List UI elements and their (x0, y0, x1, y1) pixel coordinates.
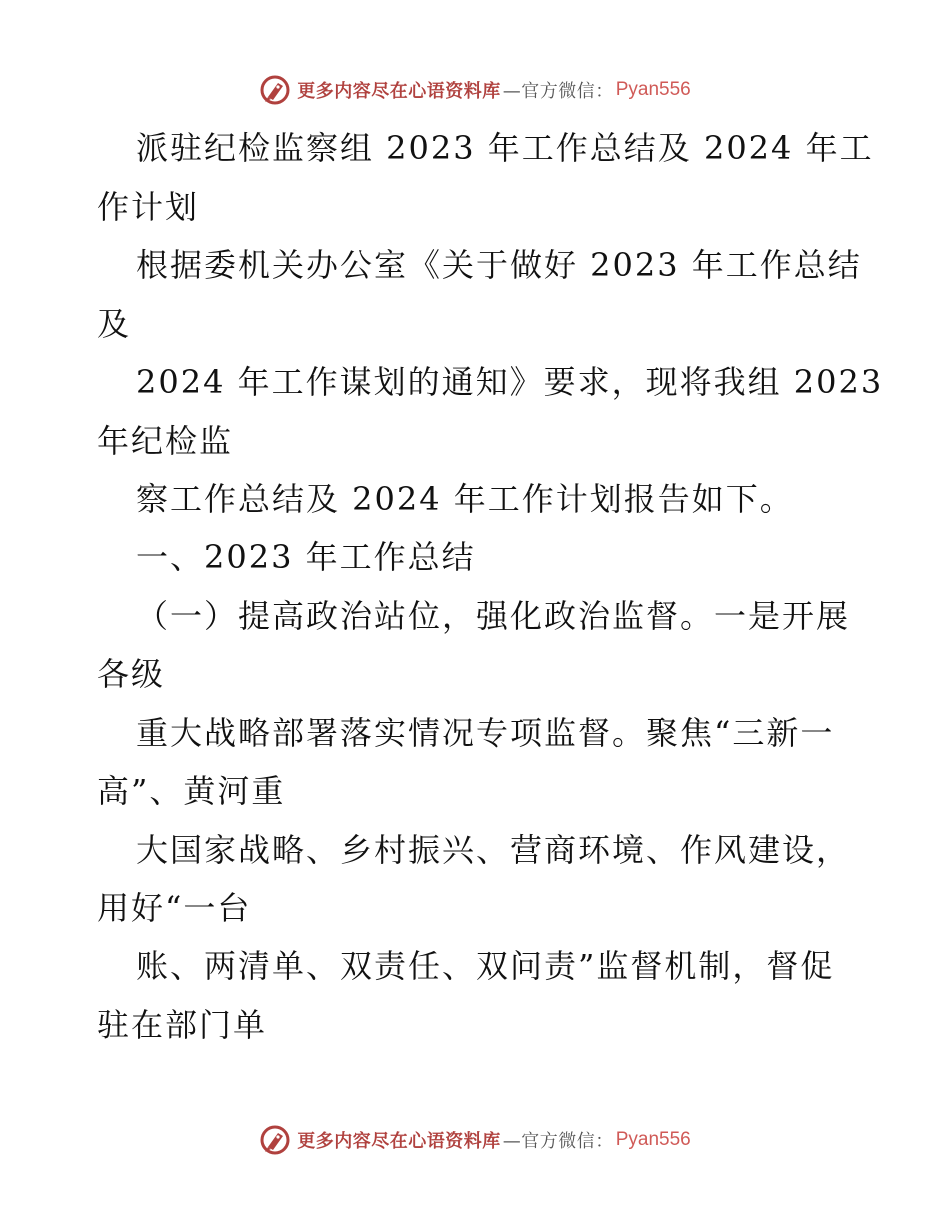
paragraph-line: 2024 年工作谋划的通知》要求，现将我组 2023 (136, 363, 884, 401)
banner-title: 更多内容尽在心语资料库 (297, 1131, 501, 1152)
section-heading: 一、2023 年工作总结 (136, 538, 476, 576)
paragraph-line: 察工作总结及 2024 年工作计划报告如下。 (136, 480, 794, 518)
banner-title: 更多内容尽在心语资料库 (297, 81, 501, 102)
pen-nib-icon (259, 1124, 291, 1156)
paragraph-line: 重大战略部署落实情况专项监督。聚焦“三新一 (136, 714, 835, 752)
banner-wechat-id: Pyan556 (615, 79, 691, 100)
paragraph-line: 账、两清单、双责任、双问责”监督机制，督促 (136, 947, 835, 985)
banner-label: —官方微信： (502, 1131, 614, 1152)
paragraph-line: 高”、黄河重 (97, 772, 286, 810)
paragraph-line: 驻在部门单 (97, 1006, 268, 1044)
paragraph-line: 年纪检监 (97, 422, 234, 460)
paragraph-line: 各级 (97, 655, 166, 693)
footer-banner (0, 1120, 950, 1160)
document-title-line: 派驻纪检监察组 2023 年工作总结及 2024 年工 (136, 129, 874, 167)
paragraph-line: （一）提高政治站位，强化政治监督。一是开展 (136, 597, 851, 635)
paragraph-line: 大国家战略、乡村振兴、营商环境、作风建设， (136, 831, 851, 869)
paragraph-line: 及 (97, 305, 132, 343)
document-title-line: 作计划 (97, 188, 200, 226)
banner-wechat-id: Pyan556 (615, 1129, 691, 1150)
paragraph-line: 根据委机关办公室《关于做好 2023 年工作总结 (136, 246, 862, 284)
paragraph-line: 用好“一台 (97, 889, 252, 927)
banner-label: —官方微信： (502, 81, 614, 102)
